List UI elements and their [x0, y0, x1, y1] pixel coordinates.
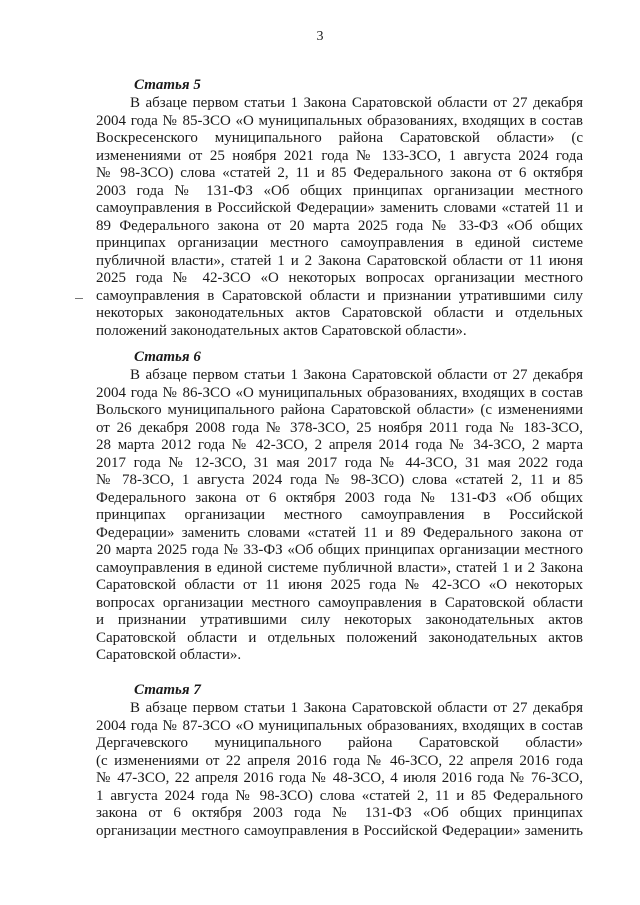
text-line: Федерации» заменить словами «статей 11 и 89 Федерального закона от: [96, 524, 583, 541]
text-line: № 47-ЗСО, 22 апреля 2016 года № 48-ЗСО, 4 июля 2016 года № 76-ЗСО,: [96, 770, 583, 786]
text-line: 2004 года № 86-ЗСО «О муниципальных образованиях, входящих в состав: [96, 384, 583, 401]
article-7: [96, 680, 583, 840]
text-line: Саратовской области и отдельных положений законодательных актов: [96, 629, 583, 646]
text-line: закона от 6 октября 2003 года № 131-ФЗ «Об общих принципах: [96, 805, 583, 821]
text-line: Федерального закона от 6 октября 2003 года № 131-ФЗ «Об общих: [96, 489, 583, 506]
text-line: публичной власти», статей 1 и 2 Закона Саратовской области от 11 июня: [96, 252, 583, 269]
text-line: принципах организации местного самоуправления в Российской: [96, 507, 583, 523]
text-line: № 78-ЗСО, 1 августа 2024 года № 98-ЗСО) слова «статей 2, 11 и 85: [96, 472, 583, 488]
article-6: [96, 347, 583, 665]
article-heading: Статья 5: [134, 77, 201, 93]
text-line: от 26 декабря 2008 года № 378-ЗСО, 25 ноября 2011 года № 183-ЗСО,: [96, 419, 583, 436]
text-line: 2025 года № 42-ЗСО «О некоторых вопросах организации местного: [96, 270, 583, 286]
text-line: 2004 года № 87-ЗСО «О муниципальных образованиях, входящих в состав: [96, 717, 583, 734]
text-line: (с изменениями от 22 апреля 2016 года № 46-ЗСО, 22 апреля 2016 года: [96, 752, 583, 769]
text-line: 2004 года № 85-ЗСО «О муниципальных образованиях, входящих в состав: [96, 112, 583, 129]
page-number: 3: [316, 29, 324, 44]
text-line: Саратовской области от 11 июня 2025 года № 42-ЗСО «О некоторых: [96, 577, 583, 593]
text-line: 89 Федерального закона от 20 марта 2025 года № 33-ФЗ «Об общих: [96, 217, 583, 234]
article-5: [96, 75, 583, 340]
text-line: некоторых законодательных актов Саратовской области и отдельных: [96, 305, 583, 321]
text-line: 28 марта 2012 года № 42-ЗСО, 2 апреля 2014 года № 34-ЗСО, 2 марта: [96, 437, 583, 453]
text-line: изменениями от 25 ноября 2021 года № 133-ЗСО, 1 августа 2024 года: [96, 147, 583, 164]
text-line: В абзаце первом статьи 1 Закона Саратовской области от 27 декабря: [130, 367, 583, 383]
text-line: В абзаце первом статьи 1 Закона Саратовской области от 27 декабря: [130, 95, 583, 111]
text-line: № 98-ЗСО) слова «статей 2, 11 и 85 Федерального закона от 6 октября: [96, 165, 583, 181]
text-line: вопросах организации местного самоуправления в Саратовской области: [96, 594, 583, 611]
text-line: 1 августа 2024 года № 98-ЗСО) слова «статей 2, 11 и 85 Федерального: [96, 787, 583, 804]
text-line: Саратовской области».: [96, 647, 242, 663]
text-line: Воскресенского муниципального района Саратовской области» (с: [96, 130, 583, 146]
text-line: положений законодательных актов Саратовской области».: [96, 322, 467, 339]
text-line: организации местного самоуправления в Российской Федерации» заменить: [96, 822, 583, 839]
text-line: 2017 года № 12-ЗСО, 31 мая 2017 года № 44-ЗСО, 31 мая 2022 года: [96, 454, 583, 471]
text-line: В абзаце первом статьи 1 Закона Саратовской области от 27 декабря: [130, 700, 583, 716]
text-line: 2003 года № 131-ФЗ «Об общих принципах организации местного: [96, 182, 583, 199]
text-line: принципах организации местного самоуправления в единой системе: [96, 235, 583, 251]
text-line: самоуправления в Саратовской области и признании утратившими силу: [96, 287, 583, 304]
article-heading: Статья 7: [134, 682, 201, 698]
article-heading: Статья 6: [134, 349, 201, 365]
text-line: и признании утратившими силу некоторых законодательных актов: [96, 612, 583, 628]
text-line: самоуправления в единой системе публичной власти», статей 1 и 2 Закона: [96, 559, 583, 576]
margin-mark: [75, 298, 83, 299]
text-line: Вольского муниципального района Саратовской области» (с изменениями: [96, 402, 583, 418]
text-line: Дергачевского муниципального района Саратовской области»: [96, 735, 583, 751]
text-line: самоуправления в Российской Федерации» заменить словами «статей 11 и: [96, 200, 583, 216]
text-line: 20 марта 2025 года № 33-ФЗ «Об общих принципах организации местного: [96, 542, 583, 558]
